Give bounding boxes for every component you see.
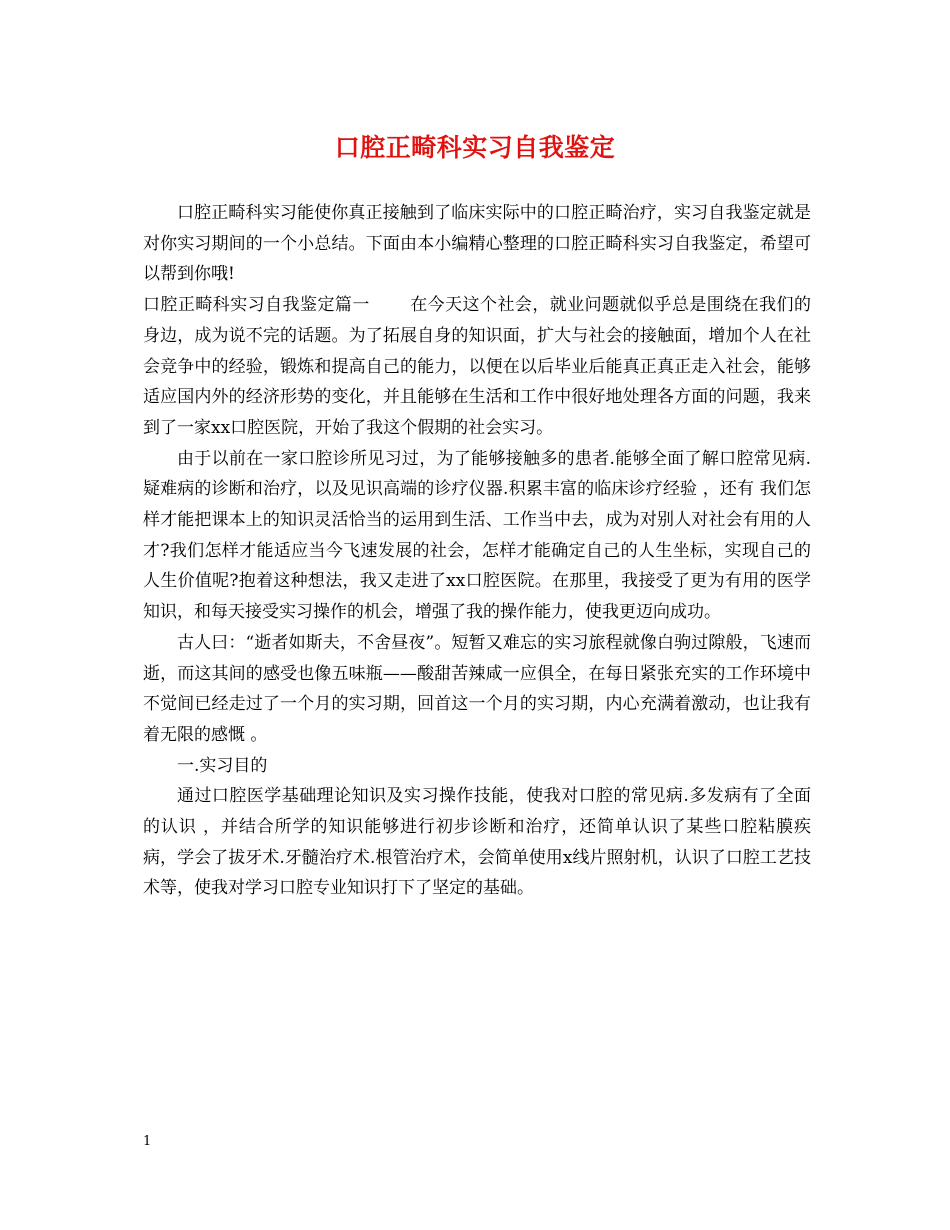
document-title: 口腔正畸科实习自我鉴定 (334, 133, 616, 162)
paragraph-3: 古人曰：“逝者如斯夫，不舍昼夜”。短暂又难忘的实习旅程就像白驹过隙般，飞速而逝，而这其间的感受也像五味瓶——酸甜苦辣咸一应俱全，在每日紧张充实的工作环境中不觉间已经走过了一个月的实习期，回首这一个月的实习期，内心充满着激动，也让我有着无限的感慨 。 (143, 632, 811, 745)
section-1-text: 在今天这个社会，就业问题就似乎总是围绕在我们的身边，成为说不完的话题。为了拓展自身的知识面，扩大与社会的接触面，增加个人在社会竞争中的经验，锻炼和提高自己的能力，以便在以后毕业后能真正真正走入社会，能够适应国内外的经济形势的变化，并且能够在生活和工作中很好地处理各方面的问题，我来到了一家xx口腔医院，开始了我这个假期的社会实习。 (143, 295, 812, 438)
heading-internship-purpose: 一.实习目的 (177, 755, 268, 776)
paragraph-2: 由于以前在一家口腔诊所见习过，为了能够接触多的患者.能够全面了解口腔常见病.疑难病的诊断和治疗，以及见识高端的诊疗仪器.积累丰富的临床诊疗经验 ，还有 我们怎样才能把课本上的知识灵活恰当的运用到生活、工作当中去，成为对别人对社会有用的人才?我们怎样才能适应当今飞速发展的社会，怎样才能确定自己的人生坐标，实现自己的人生价值呢?抱着这种想法，我又走进了xx口腔医院。在那里，我接受了更为有用的医学知识，和每天接受实习操作的机会，增强了我的操作能力，使我更迈向成功。 (143, 448, 811, 623)
section-1-heading: 口腔正畸科实习自我鉴定篇一 (143, 295, 370, 316)
page-number: 1 (143, 1134, 152, 1149)
intro-paragraph: 口腔正畸科实习能使你真正接触到了临床实际中的口腔正畸治疗，实习自我鉴定就是对你实习期间的一个小总结。下面由本小编精心整理的口腔正畸科实习自我鉴定，希望可以帮到你哦! (143, 203, 811, 285)
document-body (143, 198, 811, 904)
section-1-paragraph (143, 290, 811, 444)
paragraph-4: 通过口腔医学基础理论知识及实习操作技能，使我对口腔的常见病.多发病有了全面的认识 ，并结合所学的知识能够进行初步诊断和治疗，还简单认识了某些口腔粘膜疾病，学会了拔牙术.牙髓治疗术.根管治疗术，会简单使用x线片照射机，认识了口腔工艺技术等，使我对学习口腔专业知识打下了坚定的基础。 (143, 786, 811, 899)
